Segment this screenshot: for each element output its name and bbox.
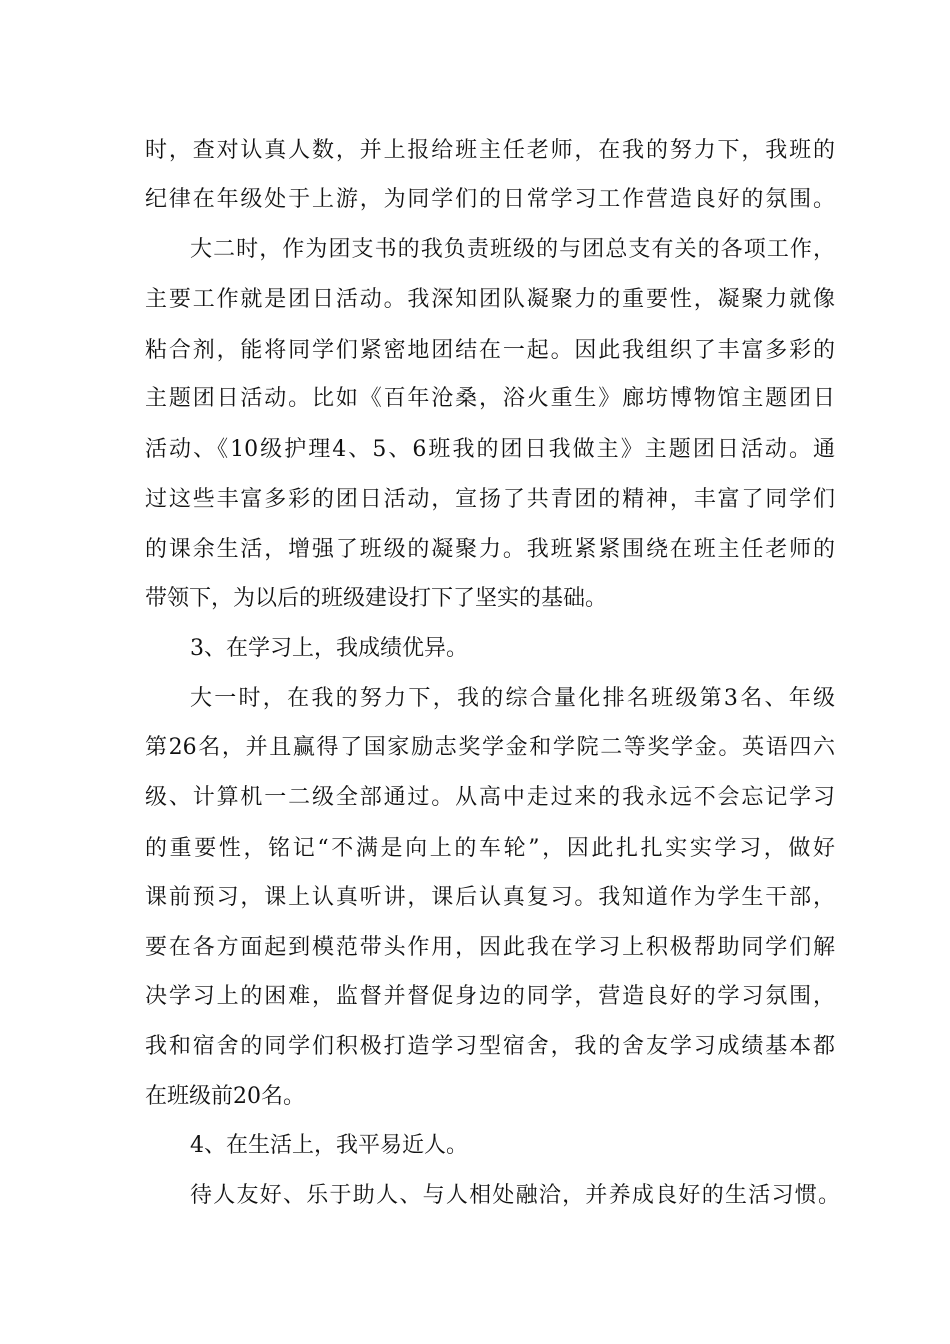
text-line: 课前预习，课上认真听讲，课后认真复习。我知道作为学生干部， (145, 885, 835, 910)
text-line: 待人友好、乐于助人、与人相处融洽，并养成良好的生活习惯。 (190, 1183, 840, 1208)
text-line: 要在各方面起到模范带头作用，因此我在学习上积极帮助同学们解 (145, 935, 835, 960)
text-line: 第26名，并且赢得了国家励志奖学金和学院二等奖学金。英语四六 (145, 735, 835, 760)
text-line: 我和宿舍的同学们积极打造学习型宿舍，我的舍友学习成绩基本都 (145, 1034, 835, 1059)
text-line: 的重要性，铭记“不满是向上的车轮”，因此扎扎实实学习，做好 (145, 836, 835, 861)
text-line: 决学习上的困难，监督并督促身边的同学，营造良好的学习氛围， (145, 984, 835, 1009)
text-line: 大二时，作为团支书的我负责班级的与团总支有关的各项工作， (190, 237, 835, 262)
text-line: 时，查对认真人数，并上报给班主任老师，在我的努力下，我班的 (145, 138, 835, 163)
text-line: 主要工作就是团日活动。我深知团队凝聚力的重要性，凝聚力就像 (145, 287, 835, 312)
text-line: 级、计算机一二级全部通过。从高中走过来的我永远不会忘记学习 (145, 785, 835, 810)
text-line: 过这些丰富多彩的团日活动，宣扬了共青团的精神，丰富了同学们 (145, 487, 835, 512)
section-heading-life: 4、在生活上，我平易近人。 (190, 1133, 468, 1158)
text-line: 活动、《10级护理4、5、6班我的团日我做主》主题团日活动。通 (145, 437, 835, 462)
text-line: 在班级前20名。 (145, 1084, 305, 1109)
text-line: 粘合剂，能将同学们紧密地团结在一起。因此我组织了丰富多彩的 (145, 338, 835, 363)
text-line: 主题团日活动。比如《百年沧桑，浴火重生》廊坊博物馆主题团日 (145, 386, 835, 411)
section-heading-study: 3、在学习上，我成绩优异。 (190, 636, 468, 661)
text-line: 纪律在年级处于上游，为同学们的日常学习工作营造良好的氛围。 (145, 187, 835, 212)
text-line: 带领下，为以后的班级建设打下了坚实的基础。 (145, 586, 608, 611)
text-line: 的课余生活，增强了班级的凝聚力。我班紧紧围绕在班主任老师的 (145, 537, 835, 562)
text-line: 大一时，在我的努力下，我的综合量化排名班级第3名、年级 (190, 686, 835, 711)
